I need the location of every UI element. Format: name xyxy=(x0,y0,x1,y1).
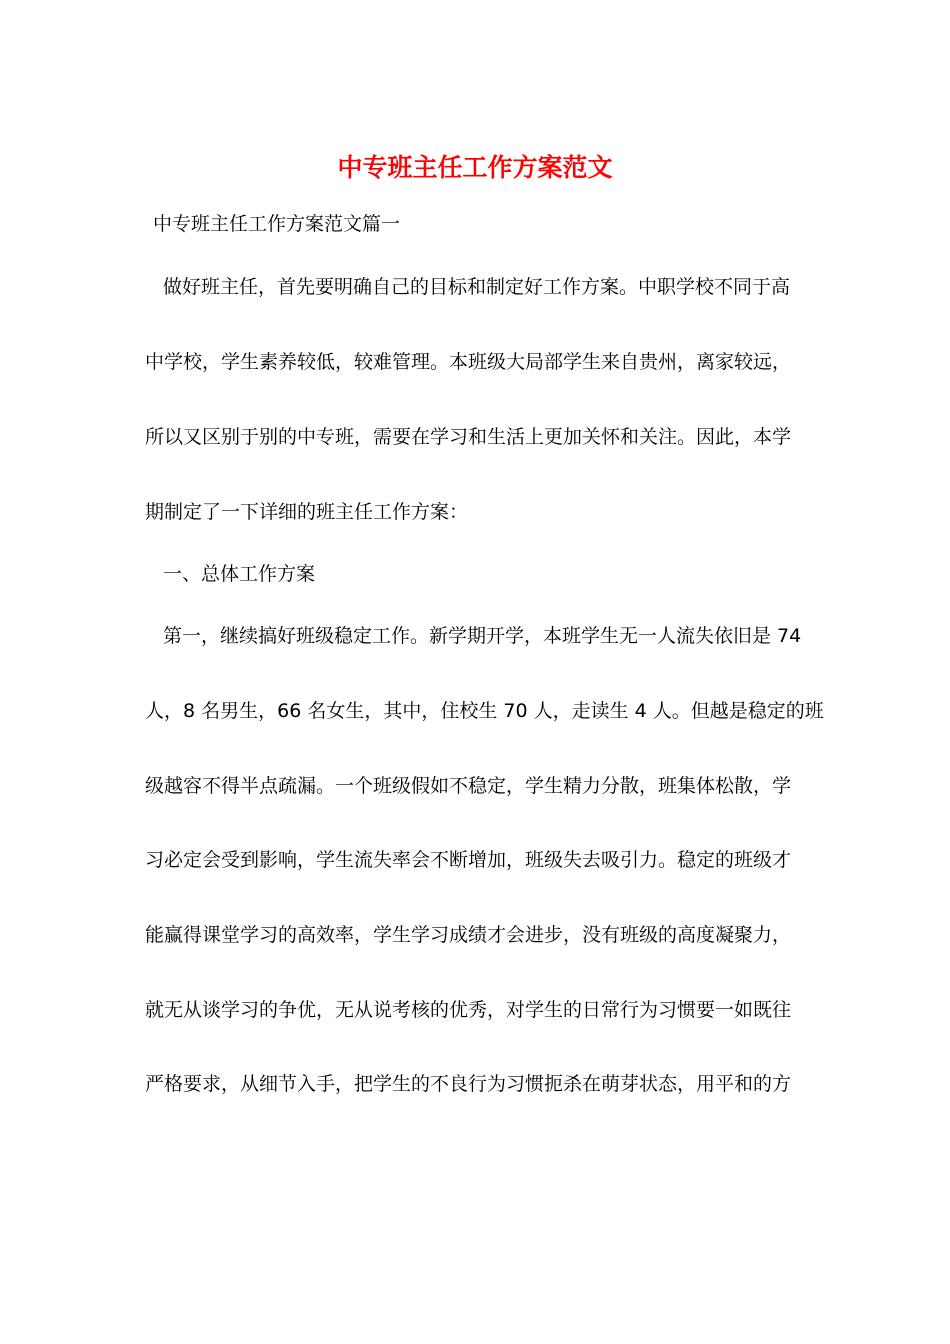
paragraph-line: 能赢得课堂学习的高效率，学生学习成绩才会进步，没有班级的高度凝聚力， xyxy=(145,924,792,946)
paragraph-line: 严格要求，从细节入手，把学生的不良行为习惯扼杀在萌芽状态，用平和的方 xyxy=(145,1073,792,1095)
paragraph-line: 习必定会受到影响，学生流失率会不断增加，班级失去吸引力。稳定的班级才 xyxy=(145,849,792,871)
paragraph-line: 级越容不得半点疏漏。一个班级假如不稳定，学生精力分散，班集体松散，学 xyxy=(145,775,792,797)
section-heading-overall-plan: 一、总体工作方案 xyxy=(163,563,316,585)
paragraph-line: 第一，继续搞好班级稳定工作。新学期开学，本班学生无一人流失依旧是 74 xyxy=(163,625,802,647)
paragraph-line: 人，8 名男生，66 名女生，其中，住校生 70 人，走读生 4 人。但越是稳定的班 xyxy=(145,700,824,722)
paragraph-line: 所以又区别于别的中专班，需要在学习和生活上更加关怀和关注。因此，本学 xyxy=(145,426,792,448)
paragraph-line: 中学校，学生素养较低，较难管理。本班级大局部学生来自贵州，离家较远， xyxy=(145,351,792,373)
paragraph-line: 做好班主任，首先要明确自己的目标和制定好工作方案。中职学校不同于高 xyxy=(163,276,791,298)
paragraph-line: 就无从谈学习的争优，无从说考核的优秀，对学生的日常行为习惯要一如既往 xyxy=(145,999,792,1021)
paragraph-line: 期制定了一下详细的班主任工作方案： xyxy=(145,501,469,523)
document-title: 中专班主任工作方案范文 xyxy=(337,153,613,182)
section-heading: 中专班主任工作方案范文篇一 xyxy=(153,213,401,235)
